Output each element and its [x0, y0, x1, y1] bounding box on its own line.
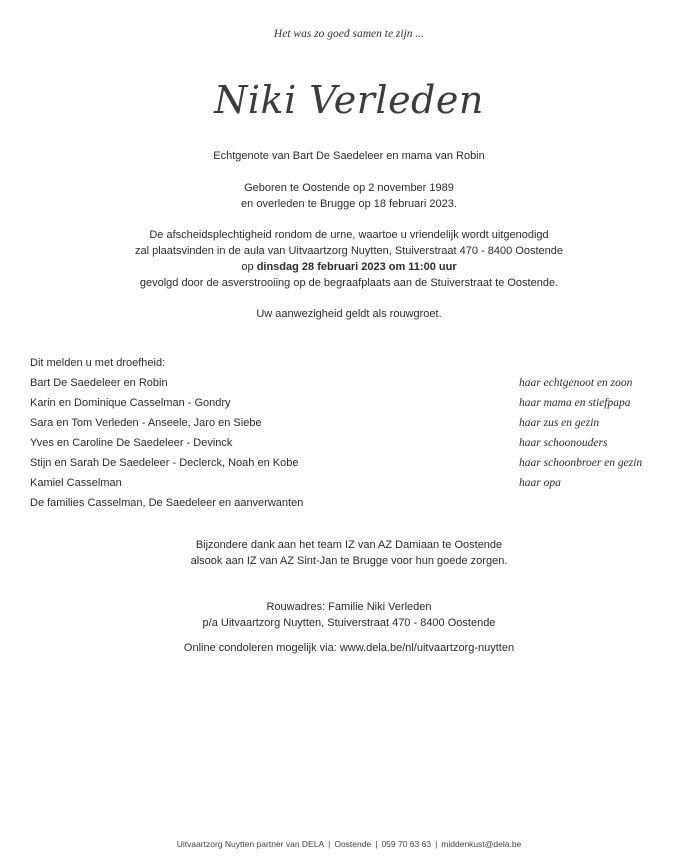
online-condolences: Online condoleren mogelijk via: www.dela.be/nl/uitvaartzorg-nuytten — [183, 642, 515, 654]
death-line: en overleden te Brugge op 18 februari 2023. — [241, 198, 457, 210]
relationship-line: Echtgenote van Bart De Saedeleer en mama van Robin — [213, 150, 485, 162]
intro-quote: Het was zo goed samen te zijn ... — [273, 28, 425, 40]
mourner-row — [30, 495, 670, 515]
mourners-heading: Dit melden u met droefheid: — [30, 357, 166, 369]
mourner-relation: haar echtgenoot en zoon — [519, 377, 633, 389]
ceremony-line-3 — [0, 259, 698, 275]
footer-separator: | — [328, 839, 331, 849]
mourner-row — [30, 375, 670, 395]
address-line-1: Rouwadres: Familie Niki Verleden — [266, 601, 432, 613]
mourner-names: Karin en Dominique Casselman - Gondry — [30, 397, 231, 409]
footer-city: Oostende — [334, 839, 372, 849]
thanks-block — [0, 537, 698, 569]
mourner-row — [30, 435, 670, 455]
footer-phone: 059 70 63 63 — [381, 839, 432, 849]
mourner-row — [30, 475, 670, 495]
footer — [0, 838, 698, 850]
mourner-names: Bart De Saedeleer en Robin — [30, 377, 168, 389]
footer-email: middenkust@dela.be — [441, 839, 522, 849]
mourner-names: Yves en Caroline De Saedeleer - Devinck — [30, 437, 233, 449]
mourner-relation: haar mama en stiefpapa — [519, 397, 631, 409]
footer-separator: | — [375, 839, 378, 849]
mourner-relation: haar schoonouders — [519, 437, 608, 449]
mourners-list — [30, 355, 670, 515]
mourner-names: De families Casselman, De Saedeleer en aanverwanten — [30, 497, 304, 509]
presence-note: Uw aanwezigheid geldt als rouwgroet. — [256, 308, 442, 320]
ceremony-line-1: De afscheidsplechtigheid rondom de urne, waartoe u vriendelijk wordt uitgenodigd — [149, 229, 549, 241]
mourner-relation: haar opa — [519, 477, 561, 489]
ceremony-line-4: gevolgd door de asverstrooiing op de begraafplaats aan de Stuiverstraat te Oostende. — [139, 277, 559, 289]
birth-line: Geboren te Oostende op 2 november 1989 — [244, 182, 454, 194]
ceremony-date: dinsdag 28 februari 2023 om 11:00 uur — [256, 261, 457, 273]
deceased-name: Niki Verleden — [214, 78, 484, 122]
birth-death-block — [0, 180, 698, 212]
mourner-relation: haar zus en gezin — [519, 417, 600, 429]
mourner-names: Stijn en Sarah De Saedeleer - Declerck, Noah en Kobe — [30, 457, 299, 469]
ceremony-line-2: zal plaatsvinden in de aula van Uitvaartzorg Nuytten, Stuiverstraat 470 - 8400 Oostende — [134, 245, 564, 257]
footer-company: Uitvaartzorg Nuytten partner van DELA — [176, 839, 325, 849]
mourning-address — [0, 599, 698, 631]
address-line-2: p/a Uitvaartzorg Nuytten, Stuiverstraat 470 - 8400 Oostende — [202, 617, 496, 629]
mourner-names: Kamiel Casselman — [30, 477, 122, 489]
mourner-relation: haar schoonbroer en gezin — [519, 457, 643, 469]
mourner-row — [30, 395, 670, 415]
thanks-line-2: alsook aan IZ van AZ Sint-Jan te Brugge voor hun goede zorgen. — [190, 555, 508, 567]
mourner-row — [30, 455, 670, 475]
mourner-row — [30, 415, 670, 435]
thanks-line-1: Bijzondere dank aan het team IZ van AZ Damiaan te Oostende — [195, 539, 503, 551]
mourner-names: Sara en Tom Verleden - Anseele, Jaro en Siebe — [30, 417, 262, 429]
footer-separator: | — [435, 839, 438, 849]
ceremony-date-prefix: op — [241, 261, 257, 273]
ceremony-block — [0, 227, 698, 291]
